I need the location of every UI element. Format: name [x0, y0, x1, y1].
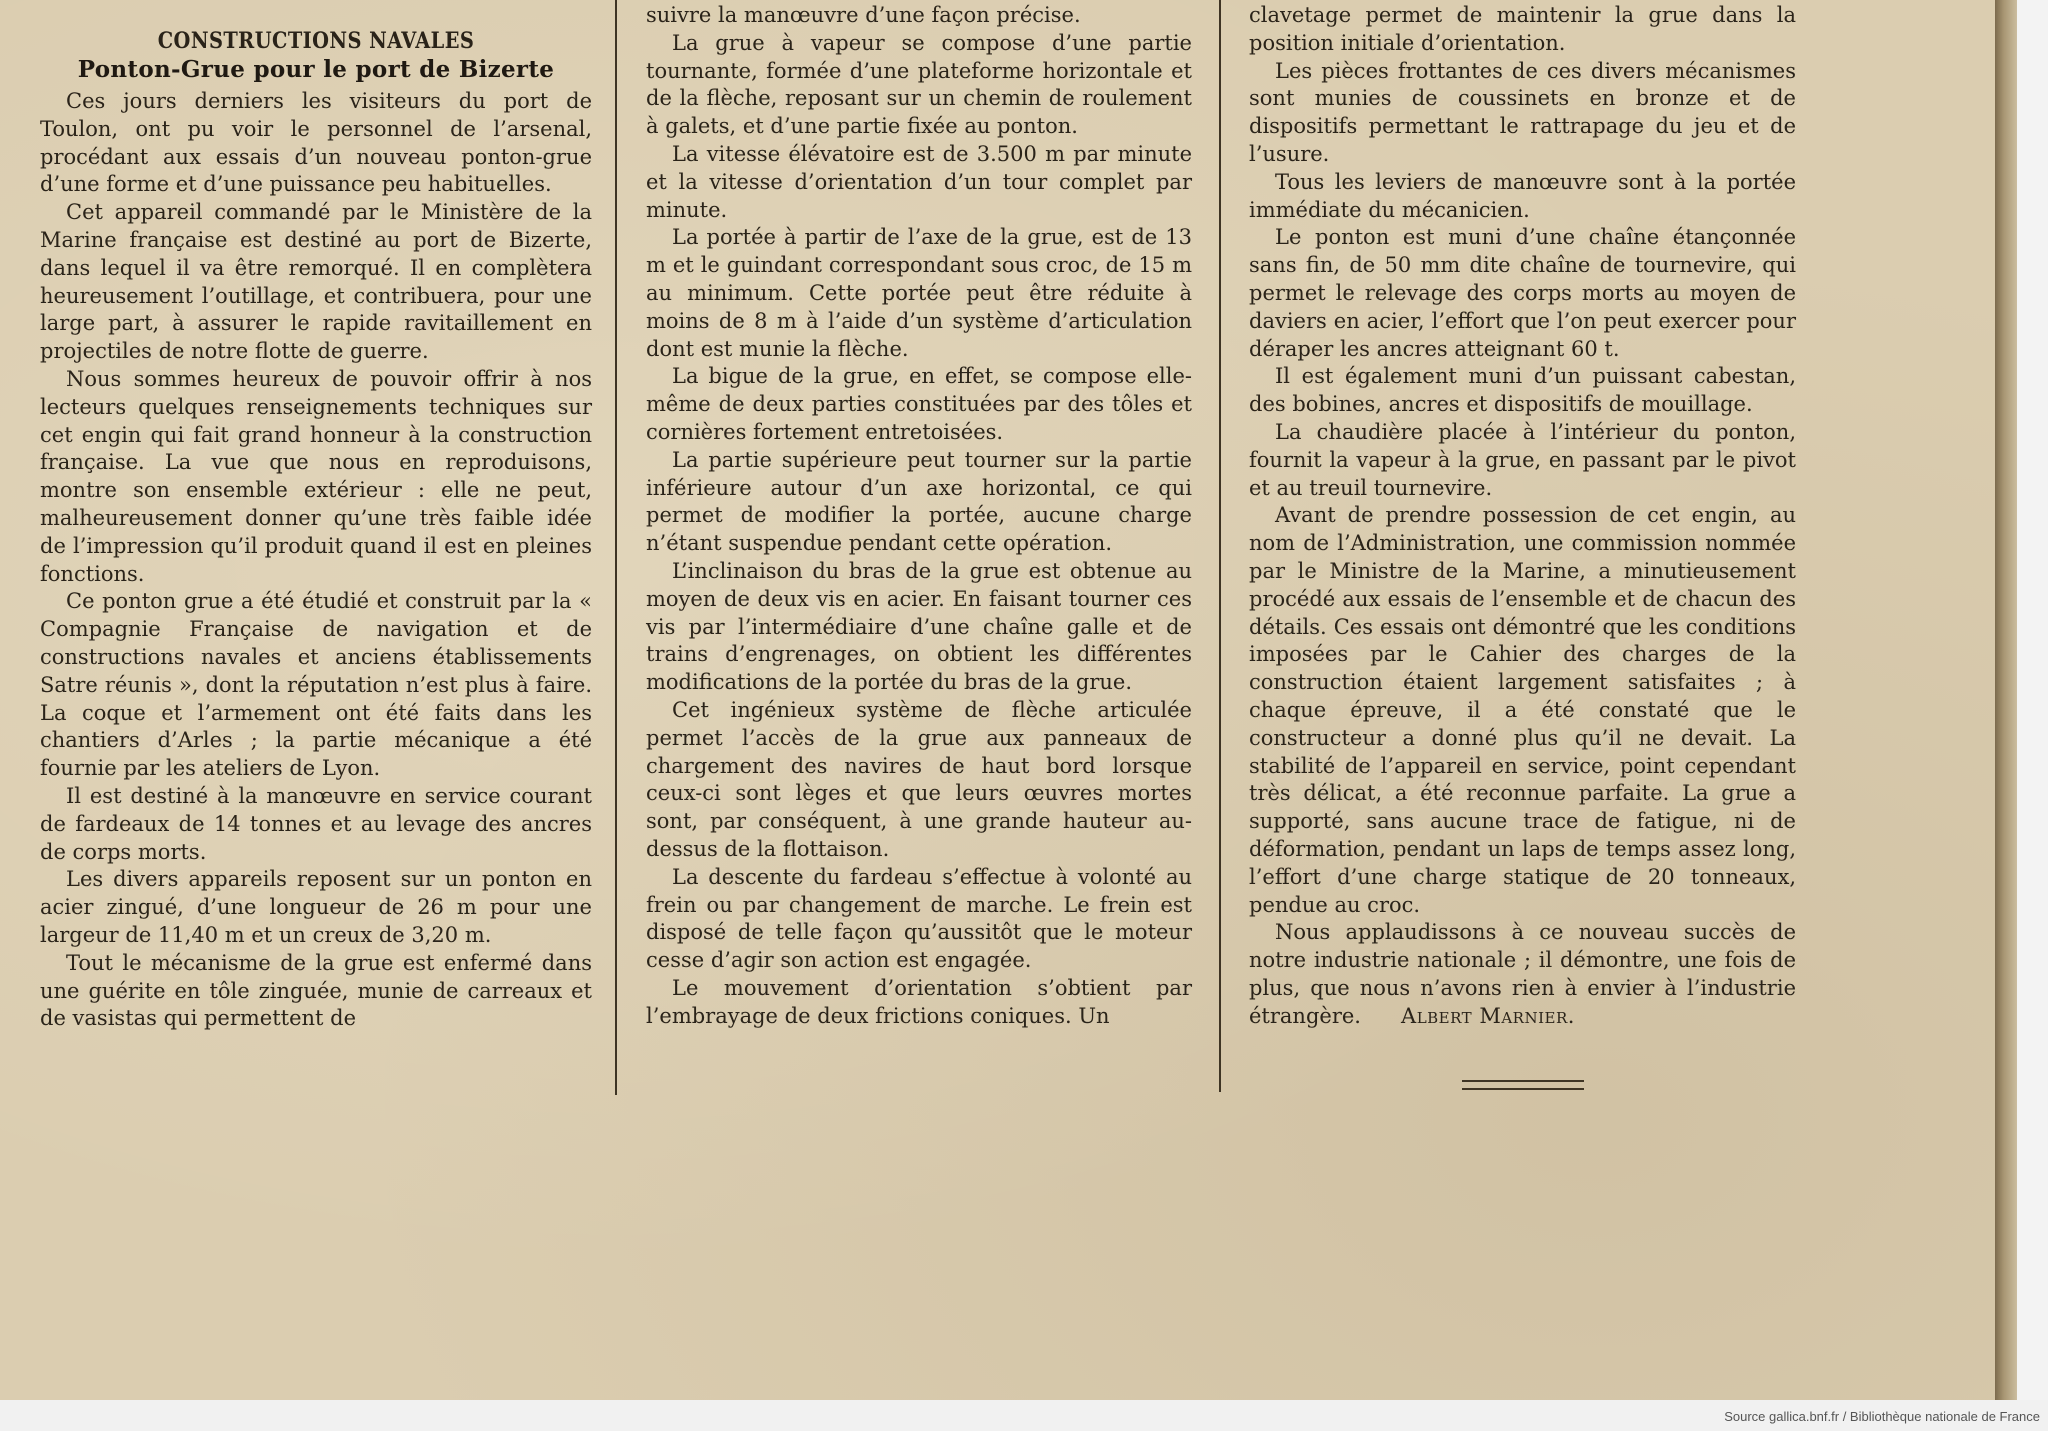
column-rule [615, 0, 617, 1095]
paragraph: Le mouvement d’orientation s’obtient par l’embrayage de deux frictions coniques. Un [646, 975, 1192, 1028]
paragraph: La descente du fardeau s’effectue à volonté au frein ou par changement de marche. Le frein est disposé de telle façon qu’aussitôt que le moteur cesse d’agir son action est engagée. [646, 864, 1192, 973]
article-headline: Ponton-Grue pour le port de Bizerte [77, 56, 555, 83]
paragraph: Les pièces frottantes de ces divers mécanismes sont munies de coussinets en bronze et de dispositifs permettant le rattrapage du jeu et de l’usure. [1249, 58, 1796, 166]
paragraph: La bigue de la grue, en effet, se compose elle-même de deux parties constituées par des tôles et cornières fortement entretoisées. [646, 364, 1192, 444]
column-rule [1219, 0, 1221, 1092]
section-kicker: CONSTRUCTIONS NAVALES [157, 28, 475, 54]
paragraph: Nous sommes heureux de pouvoir offrir à nos lecteurs quelques renseignements techniques sur cet engin qui fait grand honneur à la construction française. La vue que nous en reproduisons, montre son ensemble extérieur : elle ne peut, malheureusement donner qu’une très faible idée de l’impression qu’il produit quand il est en pleines fonctions. [40, 366, 592, 586]
paragraph: Tous les leviers de manœuvre sont à la portée immédiate du mécanicien. [1249, 169, 1796, 222]
paragraph: Il est destiné à la manœuvre en service courant de fardeaux de 14 tonnes et au levage des ancres de corps morts. [40, 783, 592, 864]
paragraph: L’inclinaison du bras de la grue est obtenue au moyen de deux vis en acier. En faisant tourner ces vis par l’intermédiaire d’une chaîne galle et de trains d’engrenages, on obtient les différentes modifications de la portée du bras de la grue. [646, 558, 1192, 695]
article-column-2 [646, 2, 1192, 1030]
paragraph: Avant de prendre possession de cet engin, au nom de l’Administration, une commission nommée par le Ministre de la Marine, a minutieusement procédé aux essais de l’ensemble et de chacun des détails. Ces essais ont démontré que les conditions imposées par le Cahier des charges de la construction étaient largement satisfaites ; à chaque épreuve, il a été constaté que le constructeur a donné plus qu’il ne devait. La stabilité de l’appareil en service, point cependant très délicat, a été reconnue parfaite. La grue a supporté, sans aucune trace de fatigue, ni de déformation, pendant un laps de temps assez long, l’effort d’une charge statique de 20 tonneaux, pendue au croc. [1249, 503, 1796, 917]
article-column-3 [1249, 2, 1796, 1030]
source-credit: Source gallica.bnf.fr / Bibliothèque nationale de France [1724, 1409, 2040, 1424]
author-signature: Albert Marnier. [1401, 1003, 1575, 1028]
article-column-1 [40, 26, 592, 1033]
paragraph: Cet ingénieux système de flèche articulée permet l’accès de la grue aux panneaux de chargement des navires de haut bord lorsque ceux-ci sont lèges et que leurs œuvres mortes sont, par conséquent, à une grande hauteur au-dessus de la flottaison. [646, 697, 1192, 861]
paragraph: Cet appareil commandé par le Ministère de la Marine française est destiné au port de Bizerte, dans lequel il va être remorqué. Il en complètera heureusement l’outillage, et contribuera, pour une large part, à assurer le rapide ravitaillement en projectiles de notre flotte de guerre. [40, 200, 592, 364]
paragraph: clavetage permet de maintenir la grue dans la position initiale d’orientation. [1249, 3, 1796, 55]
paragraph: Le ponton est muni d’une chaîne étançonnée sans fin, de 50 mm dite chaîne de tournevire, qui permet le relevage des corps morts au moyen de daviers en acier, l’effort que l’on peut exercer pour déraper les ancres atteignant 60 t. [1249, 225, 1796, 361]
paragraph-text: Nous applaudissons à ce nouveau succès de notre industrie nationale ; il démontre, une fois de plus, que nous n’avons rien à envier à l’industrie étrangère. [1249, 920, 1796, 1028]
paragraph: Les divers appareils reposent sur un ponton en acier zingué, d’une longueur de 26 m pour une largeur de 11,40 m et un creux de 3,20 m. [40, 867, 592, 947]
paragraph: La chaudière placée à l’intérieur du ponton, fournit la vapeur à la grue, en passant par le pivot et au treuil tournevire. [1249, 419, 1796, 500]
paragraph: La partie supérieure peut tourner sur la partie inférieure autour d’un axe horizontal, ce qui permet de modifier la portée, aucune charge n’étant suspendue pendant cette opération. [646, 447, 1192, 556]
end-of-article-rule [1462, 1080, 1584, 1090]
paragraph: La portée à partir de l’axe de la grue, est de 13 m et le guindant correspondant sous croc, de 15 m au minimum. Cette portée peut être réduite à moins de 8 m à l’aide d’un système d’articulation dont est munie la flèche. [646, 225, 1192, 361]
paragraph: Ces jours derniers les visiteurs du port de Toulon, ont pu voir le personnel de l’arsenal, procédant aux essais d’un nouveau ponton-grue d’une forme et d’une puissance peu habituelles. [40, 89, 592, 197]
closing-paragraph [1249, 919, 1796, 1030]
paragraph: Ce ponton grue a été étudié et construit par la « Compagnie Française de navigation et de constructions navales et anciens établissements Satre réunis », dont la réputation n’est plus à faire. La coque et l’armement ont été faits dans les chantiers d’Arles ; la partie mécanique a été fournie par les ateliers de Lyon. [40, 589, 592, 781]
paragraph: Il est également muni d’un puissant cabestan, des bobines, ancres et dispositifs de mouillage. [1249, 364, 1796, 417]
paragraph: La vitesse élévatoire est de 3.500 m par minute et la vitesse d’orientation d’un tour complet par minute. [646, 141, 1192, 222]
paragraph: La grue à vapeur se compose d’une partie tournante, formée d’une plateforme horizontale et de la flèche, reposant sur un chemin de roulement à galets, et d’une partie fixée au ponton. [646, 30, 1192, 139]
page-edge [1995, 0, 2017, 1400]
paragraph: suivre la manœuvre d’une façon précise. [646, 3, 1081, 27]
paragraph: Tout le mécanisme de la grue est enfermé dans une guérite en tôle zinguée, munie de carreaux et de vasistas qui permettent de [40, 950, 592, 1031]
